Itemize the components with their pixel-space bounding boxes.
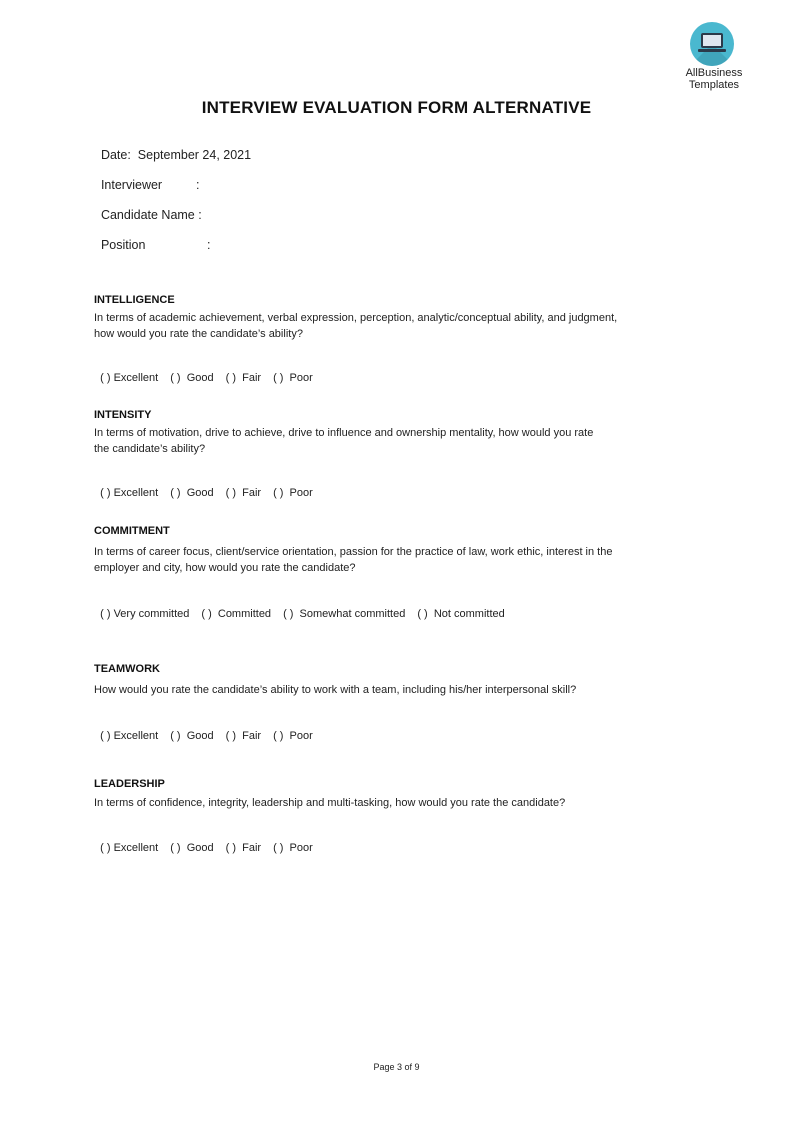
rating-options-intelligence — [94, 360, 325, 384]
logo-line2: Templates — [688, 79, 740, 91]
logo-text — [676, 67, 752, 91]
option-very-committed[interactable]: ( ) Very committed — [100, 608, 190, 620]
option-excellent[interactable]: ( ) Excellent — [100, 842, 159, 854]
option-fair[interactable]: ( ) Fair — [225, 730, 262, 742]
page-title — [0, 98, 793, 118]
option-poor[interactable]: ( ) Poor — [273, 842, 313, 854]
option-good[interactable]: ( ) Good — [170, 372, 214, 384]
question-line: the candidate’s ability? — [94, 443, 206, 455]
option-excellent[interactable]: ( ) Excellent — [100, 730, 159, 742]
position-field[interactable] — [94, 224, 210, 252]
candidate-name-label: Candidate Name — [100, 208, 195, 222]
title-text: INTERVIEW EVALUATION FORM ALTERNATIVE — [201, 98, 592, 117]
laptop-base-icon — [698, 49, 726, 52]
question-intensity — [94, 425, 694, 457]
option-good[interactable]: ( ) Good — [170, 487, 214, 499]
option-good[interactable]: ( ) Good — [170, 730, 214, 742]
question-teamwork: How would you rate the candidate’s ability to work with a team, including his/her interpersonal skill? — [94, 684, 577, 696]
section-heading-teamwork: TEAMWORK — [94, 663, 160, 675]
logo-badge — [690, 22, 734, 66]
question-line: In terms of motivation, drive to achieve, drive to influence and ownership mentality, how would you rate — [94, 427, 594, 439]
candidate-name-sep: : — [198, 208, 202, 222]
date-value[interactable]: September 24, 2021 — [137, 148, 252, 162]
rating-options-commitment — [94, 596, 517, 620]
option-excellent[interactable]: ( ) Excellent — [100, 487, 159, 499]
page-number: Page 3 of 9 — [373, 1062, 420, 1072]
option-poor[interactable]: ( ) Poor — [273, 372, 313, 384]
question-commitment — [94, 544, 694, 576]
option-poor[interactable]: ( ) Poor — [273, 730, 313, 742]
interviewer-sep: : — [195, 178, 200, 192]
position-label: Position — [100, 238, 146, 252]
logo-line1: AllBusiness — [685, 67, 743, 79]
option-fair[interactable]: ( ) Fair — [225, 842, 262, 854]
option-excellent[interactable]: ( ) Excellent — [100, 372, 159, 384]
option-not-committed[interactable]: ( ) Not committed — [417, 608, 505, 620]
interviewer-field[interactable] — [94, 164, 199, 192]
question-line: In terms of career focus, client/service orientation, passion for the practice of law, work ethic, interest in the — [94, 546, 613, 558]
option-fair[interactable]: ( ) Fair — [225, 372, 262, 384]
section-heading-leadership: LEADERSHIP — [94, 778, 165, 790]
option-good[interactable]: ( ) Good — [170, 842, 214, 854]
option-somewhat-committed[interactable]: ( ) Somewhat committed — [283, 608, 406, 620]
date-field — [94, 134, 251, 162]
interviewer-label: Interviewer — [100, 178, 163, 192]
option-committed[interactable]: ( ) Committed — [201, 608, 272, 620]
question-intelligence — [94, 310, 694, 342]
candidate-name-field[interactable] — [94, 194, 202, 222]
section-heading-intensity: INTENSITY — [94, 409, 152, 421]
question-line: employer and city, how would you rate the candidate? — [94, 562, 356, 574]
rating-options-leadership — [94, 830, 325, 854]
question-line: In terms of academic achievement, verbal expression, perception, analytic/conceptual ability, and judgment, — [94, 312, 618, 324]
question-leadership: In terms of confidence, integrity, leadership and multi-tasking, how would you rate the candidate? — [94, 797, 566, 809]
position-sep: : — [206, 238, 211, 252]
date-label: Date: — [100, 148, 131, 162]
rating-options-teamwork — [94, 718, 325, 742]
rating-options-intensity — [94, 475, 325, 499]
laptop-icon — [701, 33, 723, 48]
section-heading-intelligence: INTELLIGENCE — [94, 294, 175, 306]
option-poor[interactable]: ( ) Poor — [273, 487, 313, 499]
section-heading-commitment: COMMITMENT — [94, 525, 170, 537]
question-line: how would you rate the candidate’s ability? — [94, 328, 303, 340]
option-fair[interactable]: ( ) Fair — [225, 487, 262, 499]
